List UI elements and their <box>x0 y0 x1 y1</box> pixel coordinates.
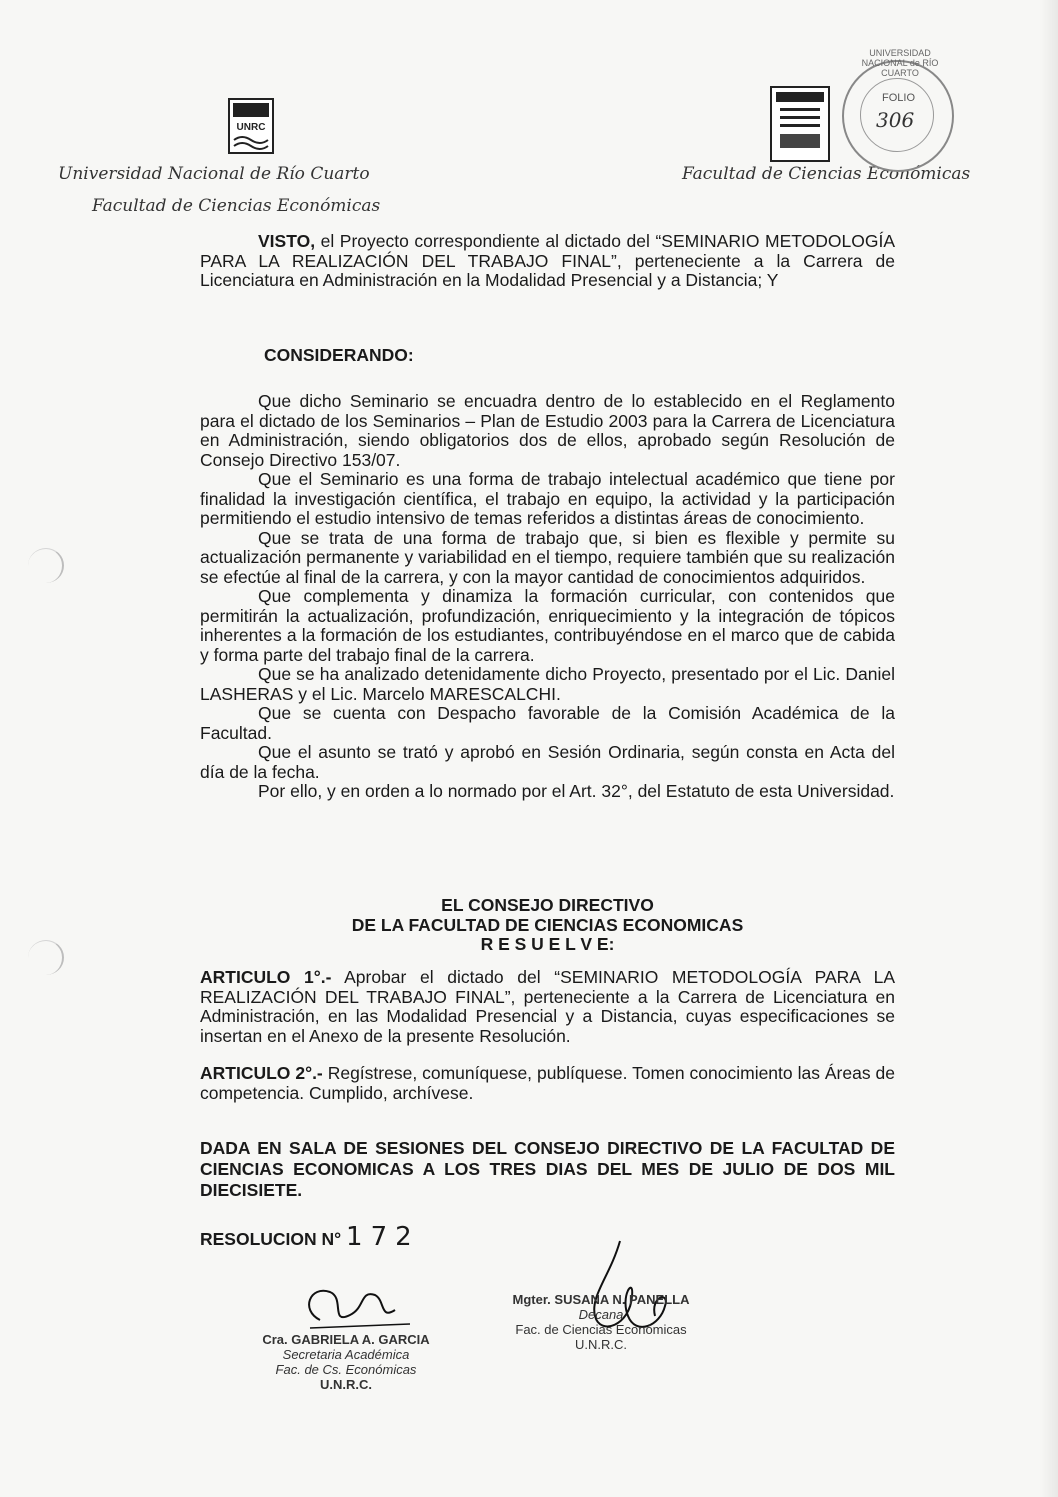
considerando-item: Que se cuenta con Despacho favorable de la Comisión Académica de la Facultad. <box>200 703 895 743</box>
unrc-logo-graphic <box>230 100 272 152</box>
considerando-item: Que el asunto se trató y aprobó en Sesión Ordinaria, según consta en Acta del día de la fecha. <box>200 742 895 782</box>
folio-stamp <box>842 48 954 172</box>
visto-paragraph <box>200 232 895 291</box>
signature-right-org: Fac. de Ciencias Económicas <box>515 1322 687 1337</box>
considerandos-block <box>200 392 895 802</box>
svg-text:UNRC: UNRC <box>236 122 266 133</box>
considerando-item: Que el Seminario es una forma de trabajo intelectual académico que tiene por finalidad la investigación científica, el trabajo en equipo, la actividad y la participación permitiendo el estudio intensivo de temas referidos a distintas áreas de conocimiento. <box>200 469 895 528</box>
article-2 <box>200 1064 895 1103</box>
resolucion-line <box>200 1222 420 1252</box>
faculty-logo <box>770 86 830 162</box>
article-label: ARTICULO 2°.- <box>200 1063 323 1083</box>
considerando-title: CONSIDERANDO: <box>264 345 414 365</box>
article-text: Aprobar el dictado del “SEMINARIO METODOLOGÍA PARA LA REALIZACIÓN DEL TRABAJO FINAL”, perteneciente a la Carrera de Licenciatura en Administración, en las Modalidad Presencial y a Distancia, cuyas especificaciones se insertan en el Anexo de la presente Resolución. <box>200 967 895 1046</box>
signature-right <box>496 1292 706 1352</box>
considerando-item: Que dicho Seminario se encuadra dentro de lo establecido en el Reglamento para el dictado de los Seminarios – Plan de Estudio 2003 para la Carrera de Licenciatura en Administración, siendo obligatorios dos de ellos, aprobado según Resolución de Consejo Directivo 153/07. <box>200 391 895 470</box>
council-heading <box>200 896 895 955</box>
signature-left-role: Secretaria Académica <box>282 1347 410 1362</box>
council-line-3: R E S U E L V E: <box>480 934 615 954</box>
article-1 <box>200 968 895 1046</box>
dada-paragraph: DADA EN SALA DE SESIONES DEL CONSEJO DIRECTIVO DE LA FACULTAD DE CIENCIAS ECONOMICAS A LOS TRES DIAS DEL MES DE JULIO DE DOS MIL DIECISIETE. <box>200 1138 895 1200</box>
resolucion-number: 172 <box>346 1222 420 1252</box>
council-line-2: DE LA FACULTAD DE CIENCIAS ECONOMICAS <box>351 914 744 935</box>
signature-right-univ: U.N.R.C. <box>575 1337 627 1352</box>
signature-right-name: Mgter. SUSANA N. PANELLA <box>512 1292 690 1307</box>
considerando-item: Por ello, y en orden a lo normado por el Art. 32°, del Estatuto de esta Universidad. <box>258 781 895 801</box>
university-name: Universidad Nacional de Río Cuarto <box>58 164 370 184</box>
considerando-item: Que se ha analizado detenidamente dicho Proyecto, presentado por el Lic. Daniel LASHERAS y el Lic. Marcelo MARESCALCHI. <box>200 664 895 704</box>
signature-right-role: Decana <box>578 1307 624 1322</box>
considerando-item: Que complementa y dinamiza la formación curricular, con contenidos que permitirán la actualización, profundización, enriquecimiento y la integración de tópicos inherentes a la formación de los estudiantes, contribuyéndose en el marco que de cabida y forma parte del trabajo final de la carrera. <box>200 586 895 665</box>
articles-block <box>200 968 895 1103</box>
faculty-name-right: Facultad de Ciencias Económicas <box>682 164 971 184</box>
stamp-label: FOLIO <box>882 92 916 104</box>
unrc-logo <box>228 98 274 154</box>
considerando-item: Que se trata de una forma de trabajo que, si bien es flexible y permite su actualización permanente y variabilidad en el tiempo, requiere también que su realización se efectúe al final de la carrera, y con la mayor cantidad de conocimientos adquiridos. <box>200 527 895 587</box>
visto-lead: VISTO, <box>258 231 316 251</box>
faculty-name-left: Facultad de Ciencias Económicas <box>92 196 381 216</box>
signature-left <box>246 1332 446 1392</box>
visto-text: el Proyecto correspondiente al dictado del “SEMINARIO METODOLOGÍA PARA LA REALIZACIÓN DEL TRABAJO FINAL”, perteneciente a la Carrera de Licenciatura en Administración en la Modalidad Presencial y a Distancia; Y <box>200 231 895 290</box>
resolucion-label: RESOLUCION N° <box>200 1229 342 1249</box>
punch-hole <box>28 940 64 975</box>
punch-hole <box>28 548 64 583</box>
signature-left-org: Fac. de Cs. Económicas <box>275 1362 417 1377</box>
council-line-1: EL CONSEJO DIRECTIVO <box>441 895 654 915</box>
page-edge-shadow <box>1040 0 1058 1497</box>
signature-left-name: Cra. GABRIELA A. GARCIA <box>262 1332 430 1347</box>
faculty-logo-graphic <box>772 88 828 160</box>
stamp-number: 306 <box>876 108 915 132</box>
signature-left-scribble <box>290 1280 430 1340</box>
article-text: Regístrese, comuníquese, publíquese. Tomen conocimiento las Áreas de competencia. Cumplido, archívese. <box>200 1063 895 1103</box>
stamp-ring-text: UNIVERSIDAD NACIONAL de RÍO CUARTO <box>861 48 939 78</box>
article-label: ARTICULO 1°.- <box>200 967 332 987</box>
signature-left-univ: U.N.R.C. <box>320 1377 372 1392</box>
